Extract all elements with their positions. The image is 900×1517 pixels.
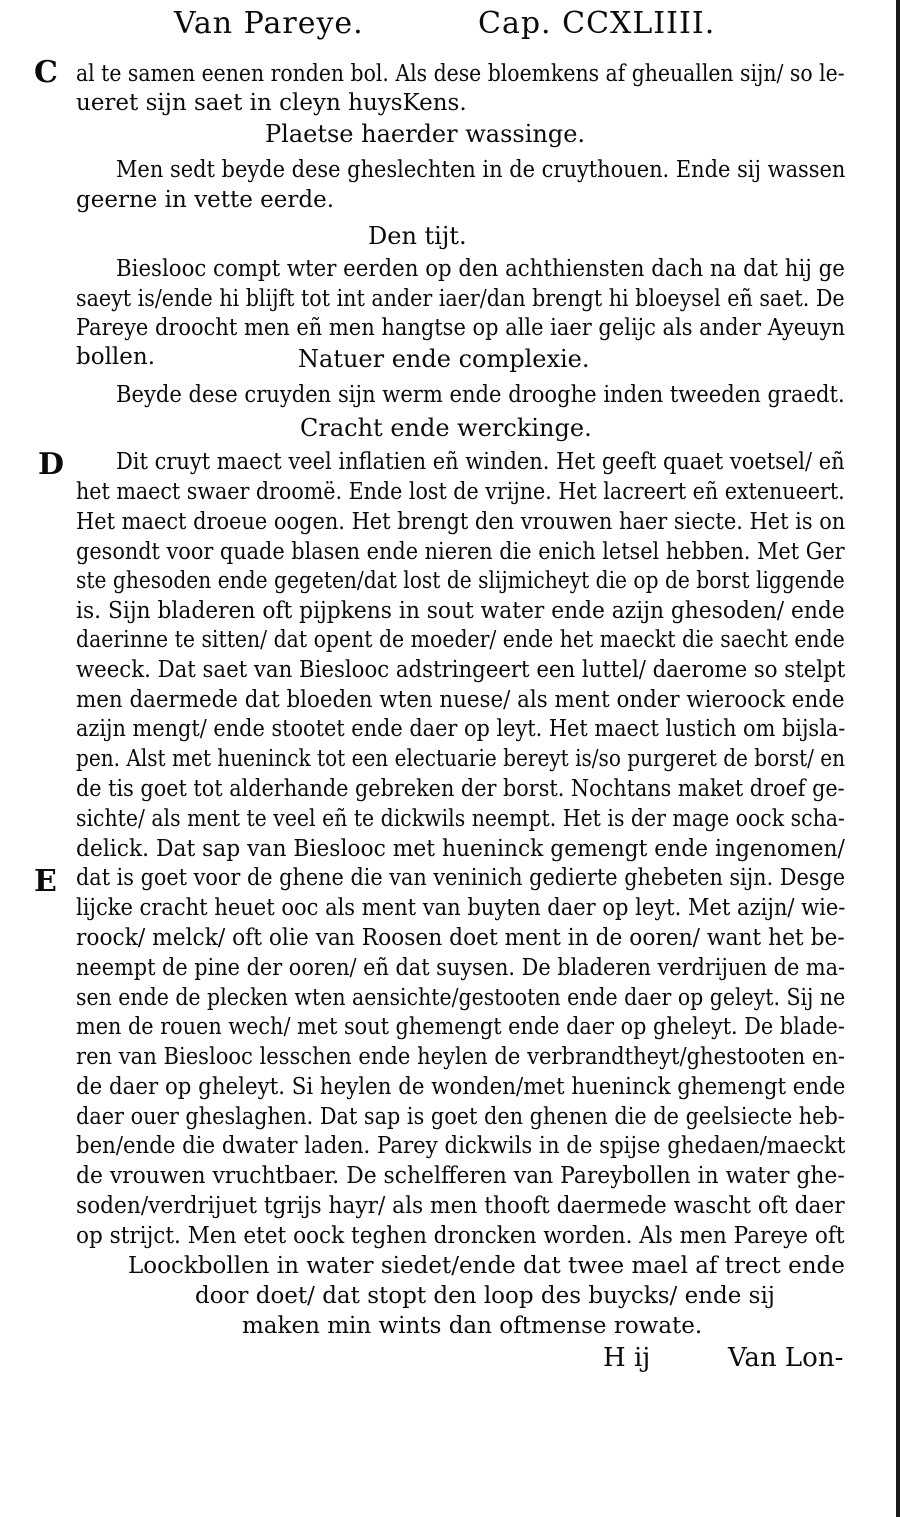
text-line: het maect swaer droomë. Ende lost de vrijne. Het lacreert eñ extenueert. (76, 479, 845, 505)
text-line: daer ouer gheslaghen. Dat sap is goet den ghenen die de geelsiecte heb- (76, 1104, 845, 1130)
chapter-number: Cap. CCXLIIII. (478, 6, 716, 41)
section-marker-d: D (38, 447, 65, 482)
text-line: daerinne te sitten/ dat opent de moeder/ ende het maeckt die saecht ende (76, 627, 845, 653)
running-title: Van Pareye. (174, 6, 364, 41)
text-line: sichte/ als ment te veel eñ te dickwils neempt. Het is der mage oock scha- (76, 806, 845, 832)
text-line: pen. Alst met hueninck tot een electuarie bereyt is/so purgeret de borst/ en (76, 746, 846, 772)
text-line: men daermede dat bloeden wten nuese/ als ment onder wieroock ende (76, 687, 845, 713)
text-line: Loockbollen in water siedet/ende dat twee mael af trect ende (128, 1253, 845, 1279)
page-header (0, 6, 900, 50)
text-line: Pareye droocht men eñ men hangtse op alle iaer gelijc als ander Ayeuyn (76, 315, 845, 341)
section-heading: Plaetse haerder wassinge. (265, 120, 586, 148)
text-line: Bieslooc compt wter eerden op den achthiensten dach na dat hij ge (116, 256, 845, 282)
text-line: soden/verdrijuet tgrijs hayr/ als men thooft daermede wascht oft daer (76, 1193, 845, 1219)
text-line: roock/ melck/ oft olie van Roosen doet ment in de ooren/ want het be- (76, 925, 845, 951)
text-line: azijn mengt/ ende stootet ende daer op leyt. Het maect lustich om bijsla- (76, 716, 846, 742)
text-line: Beyde dese cruyden sijn werm ende drooghe inden tweeden graedt. (116, 382, 845, 408)
text-line: delick. Dat sap van Bieslooc met hueninck gemengt ende ingenomen/ (76, 836, 845, 862)
signature-mark: H ij (603, 1343, 651, 1373)
catchword: Van Lon- (728, 1343, 844, 1373)
text-line: dat is goet voor de ghene die van veninich gedierte ghebeten sijn. Desge (76, 865, 846, 891)
text-line: ste ghesoden ende gegeten/dat lost de slijmicheyt die op de borst liggende (76, 568, 845, 594)
text-line: Dit cruyt maect veel inflatien eñ winden. Het geeft quaet voetsel/ eñ (116, 449, 845, 475)
text-line: geerne in vette eerde. (76, 187, 335, 213)
text-line: lijcke cracht heuet ooc als ment van buyten daer op leyt. Met azijn/ wie- (76, 895, 846, 921)
text-line: saeyt is/ende hi blijft tot int ander iaer/dan brengt hi bloeysel eñ saet. De (76, 286, 845, 312)
section-heading: Natuer ende complexie. (298, 345, 590, 373)
text-line: weeck. Dat saet van Bieslooc adstringeert een luttel/ daerome so stelpt (76, 657, 846, 683)
text-line: gesondt voor quade blasen ende nieren die enich letsel hebben. Met Ger (76, 539, 845, 565)
text-line: de vrouwen vruchtbaer. De schelfferen van Pareybollen in water ghe- (76, 1163, 845, 1189)
section-heading: Cracht ende werckinge. (300, 414, 592, 442)
page-edge (896, 0, 900, 1517)
section-marker-c: C (34, 55, 58, 90)
text-line: ren van Bieslooc lesschen ende heylen de verbrandtheyt/ghestooten en- (76, 1044, 846, 1070)
section-heading: Den tijt. (368, 222, 467, 250)
text-line: is. Sijn bladeren oft pijpkens in sout water ende azijn ghesoden/ ende (76, 598, 845, 624)
section-marker-e: E (34, 864, 57, 899)
text-line: op strijct. Men etet oock teghen droncken worden. Als men Pareye oft (76, 1223, 845, 1249)
text-line: door doet/ dat stopt den loop des buycks/ ende sij (195, 1283, 775, 1309)
text-line: al te samen eenen ronden bol. Als dese bloemkens af gheuallen sijn/ so le- (76, 61, 845, 87)
text-line: ben/ende die dwater laden. Parey dickwils in de spijse ghedaen/maeckt (76, 1133, 846, 1159)
text-line: Men sedt beyde dese gheslechten in de cruythouen. Ende sij wassen (116, 157, 846, 183)
text-line: maken min wints dan oftmense rowate. (242, 1313, 703, 1339)
text-line: ueret sijn saet in cleyn huysKens. (76, 90, 467, 116)
text-line: neempt de pine der ooren/ eñ dat suysen. De bladeren verdrijuen de ma- (76, 955, 846, 981)
text-line: de daer op gheleyt. Si heylen de wonden/met hueninck ghemengt ende (76, 1074, 846, 1100)
text-line: bollen. (76, 344, 156, 370)
text-line: de tis goet tot alderhande gebreken der borst. Nochtans maket droef ge- (76, 776, 845, 802)
text-line: sen ende de plecken wten aensichte/gestooten ende daer op geleyt. Sij ne (76, 985, 846, 1011)
text-line: men de rouen wech/ met sout ghemengt ende daer op gheleyt. De blade- (76, 1014, 845, 1040)
text-line: Het maect droeue oogen. Het brengt den vrouwen haer siecte. Het is on (76, 509, 846, 535)
